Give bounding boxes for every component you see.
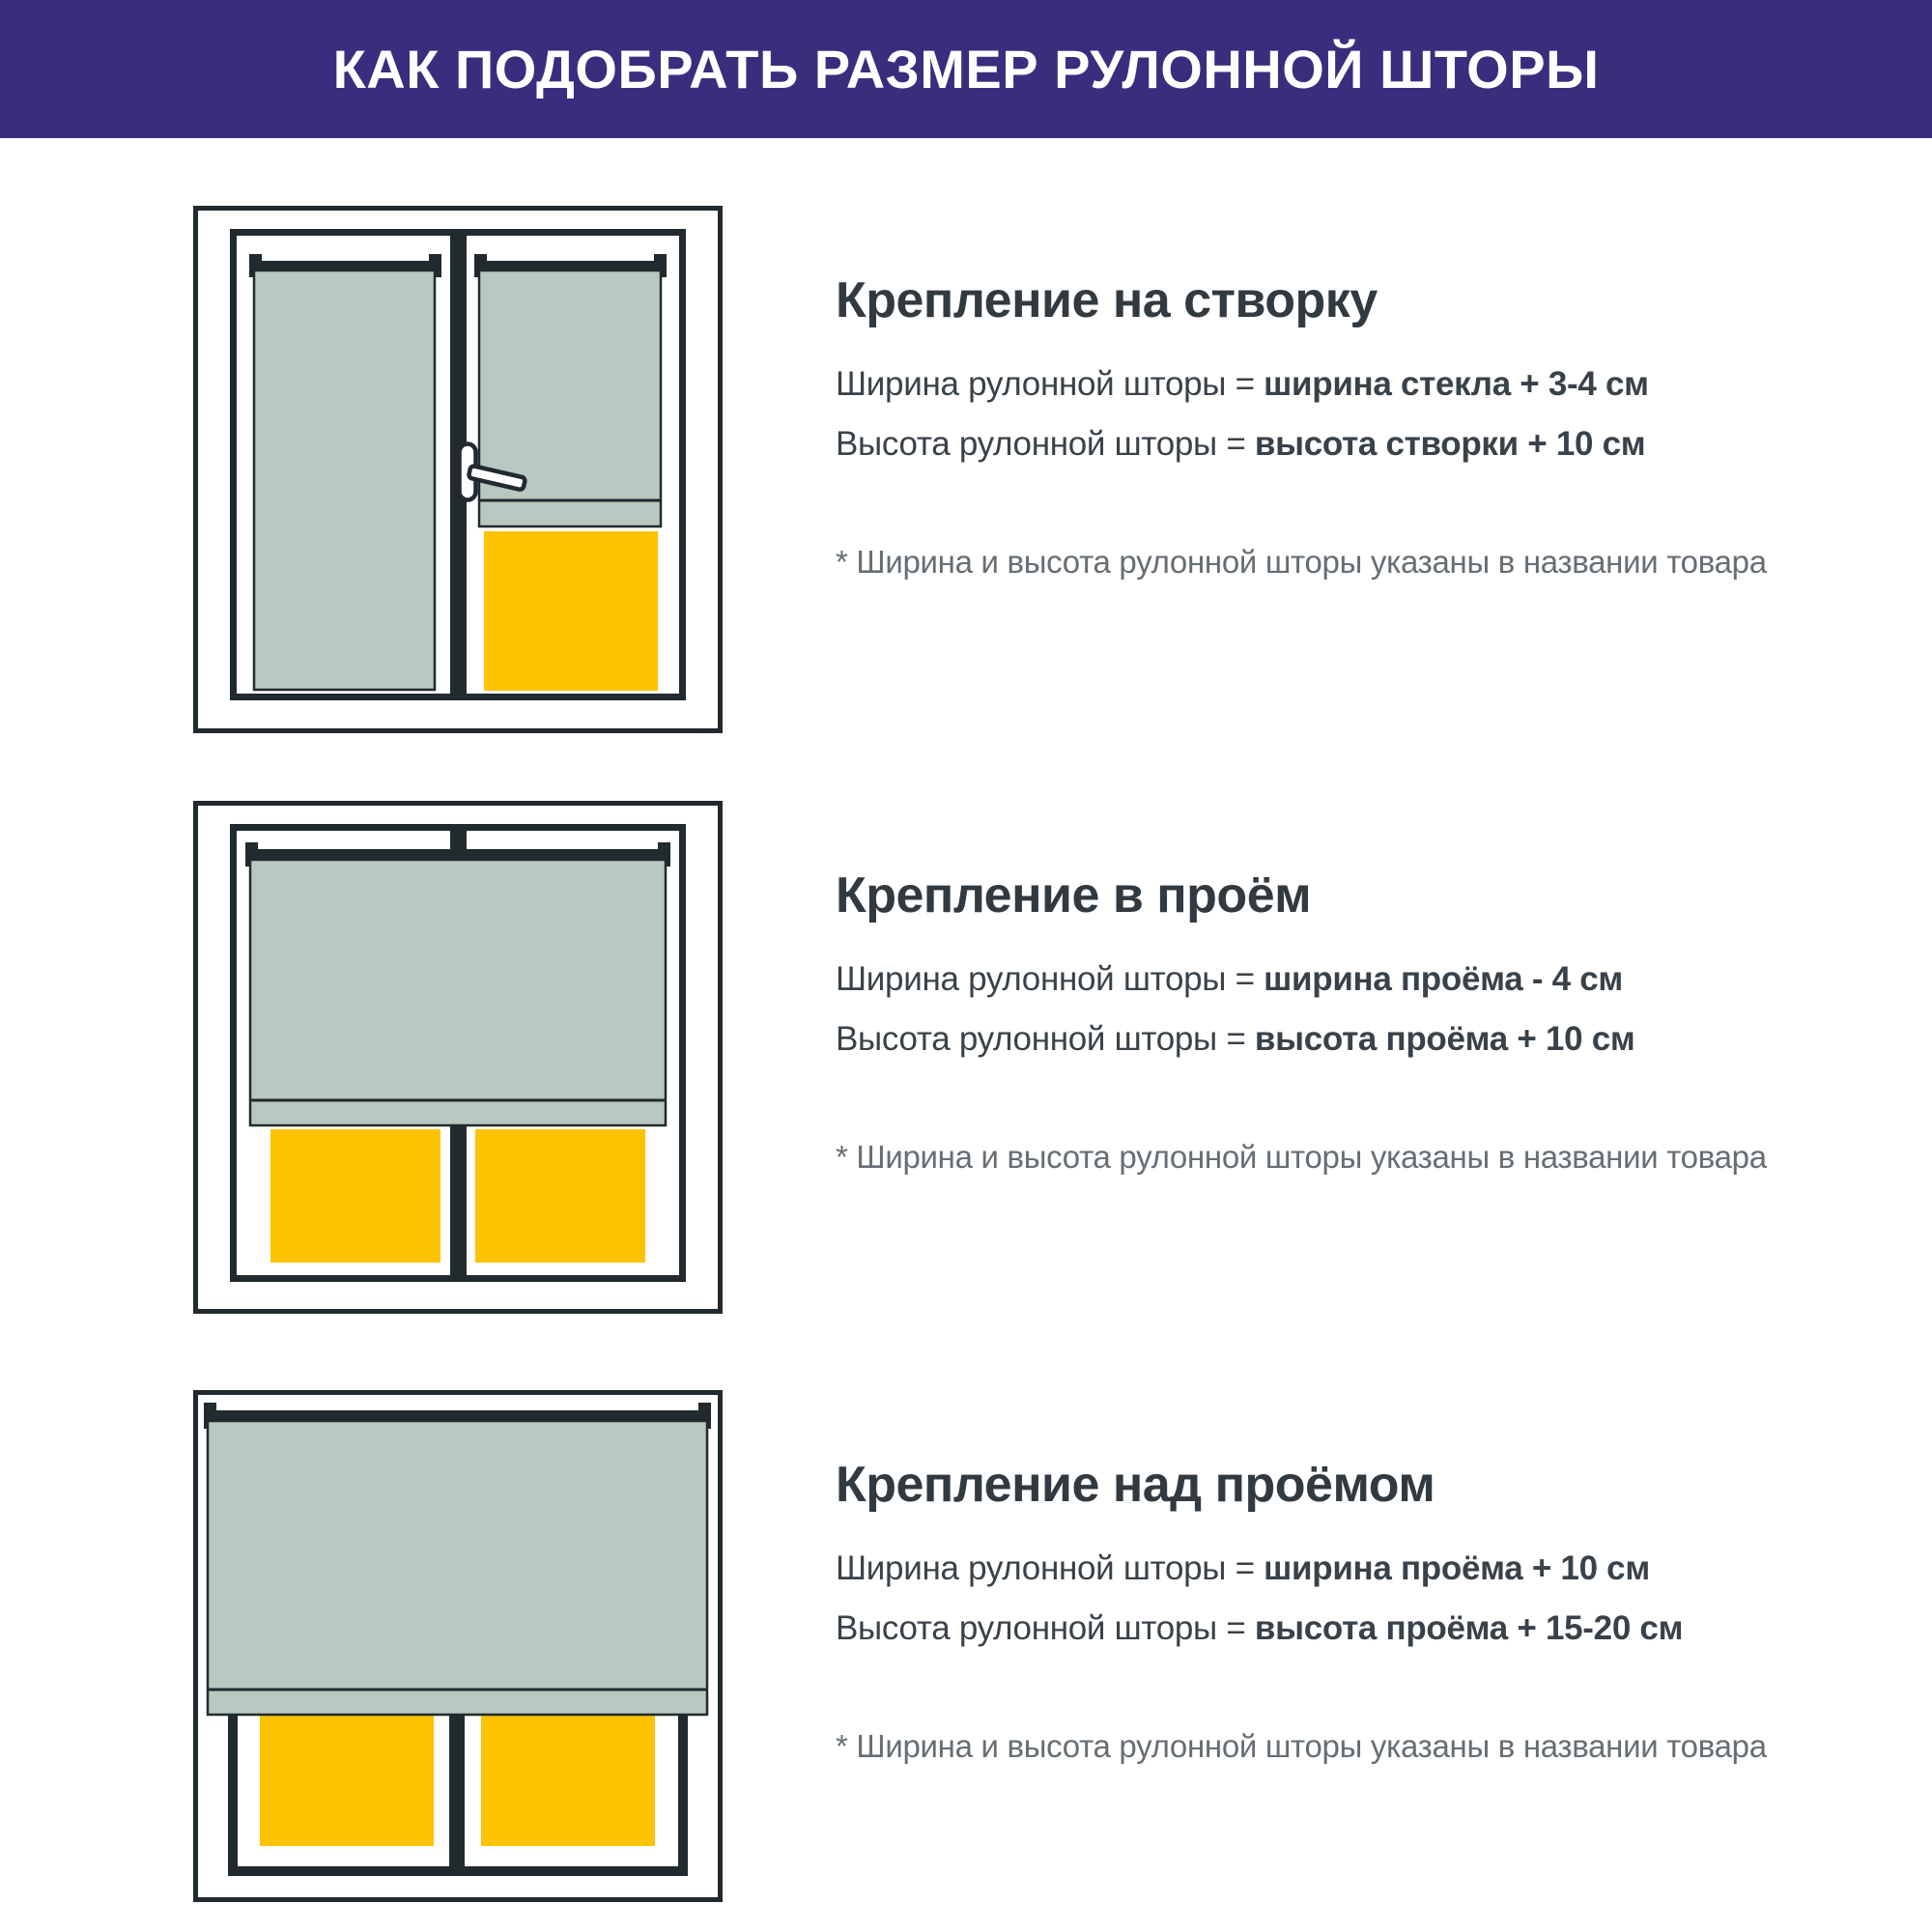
window-diagram-blind-above-opening <box>193 1390 723 1902</box>
blind-fabric <box>250 860 666 1125</box>
glass-pane <box>270 1129 440 1263</box>
section-mount-above-opening <box>0 1390 1932 1917</box>
section-mount-in-opening <box>0 801 1932 1327</box>
left-blind-fabric <box>254 270 435 690</box>
section-title: Крепление над проёмом <box>836 1457 1435 1513</box>
glass-pane <box>481 1715 655 1846</box>
blind-rod <box>207 1410 708 1421</box>
height-formula: Высота рулонной шторы = высота проёма + 15-20 см <box>836 1609 1684 1647</box>
section-title: Крепление в проём <box>836 867 1312 923</box>
header-banner <box>0 0 1932 138</box>
window-diagram-blind-in-opening <box>193 801 723 1315</box>
window-diagram-blind-on-sash <box>193 206 723 733</box>
width-formula: Ширина рулонной шторы = ширина проёма + 10 см <box>836 1549 1650 1587</box>
footnote: * Ширина и высота рулонной шторы указаны в названии товара <box>836 1728 1767 1764</box>
height-formula: Высота рулонной шторы = высота проёма + 10 см <box>836 1020 1635 1058</box>
left-blind-rod <box>249 261 441 270</box>
glass-pane <box>475 1129 645 1263</box>
blind-rod <box>245 849 670 860</box>
footnote: * Ширина и высота рулонной шторы указаны в названии товара <box>836 544 1767 580</box>
width-formula: Ширина рулонной шторы = ширина проёма - 4 см <box>836 960 1623 998</box>
width-formula: Ширина рулонной шторы = ширина стекла + 3-4 см <box>836 365 1649 403</box>
footnote: * Ширина и высота рулонной шторы указаны в названии товара <box>836 1139 1767 1175</box>
glass-pane <box>260 1715 434 1846</box>
page-title: КАК ПОДОБРАТЬ РАЗМЕР РУЛОННОЙ ШТОРЫ <box>332 39 1600 99</box>
glass-pane <box>484 531 658 691</box>
section-mount-on-sash <box>0 206 1932 747</box>
blind-fabric <box>208 1421 707 1715</box>
height-formula: Высота рулонной шторы = высота створки + 10 см <box>836 425 1646 463</box>
right-blind-rod <box>474 261 667 270</box>
section-title: Крепление на створку <box>836 272 1378 328</box>
